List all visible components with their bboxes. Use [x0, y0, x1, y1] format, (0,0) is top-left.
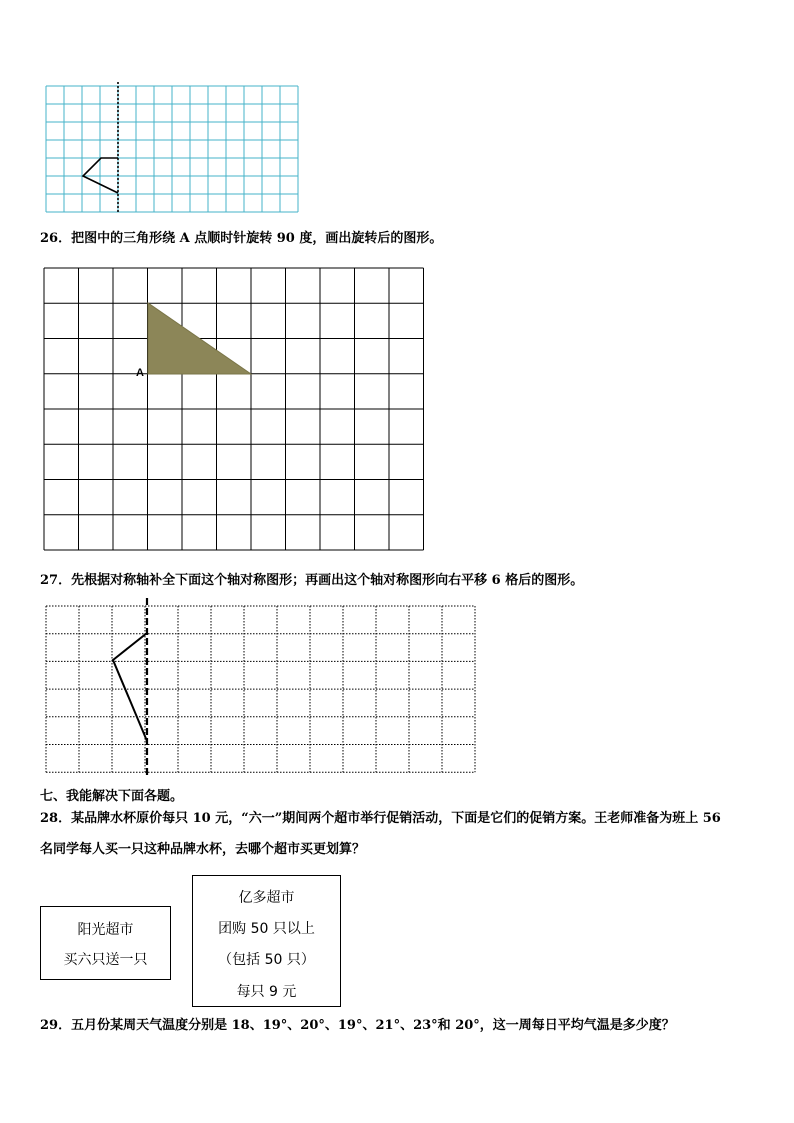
- store-a-name: 阳光超市: [77, 922, 134, 938]
- question-26: 26．把图中的三角形绕 A 点顺时针旋转 90 度，画出旋转后的图形。: [40, 231, 443, 246]
- question-27: 27．先根据对称轴补全下面这个轴对称图形；再画出这个轴对称图形向右平移 6 格后的图形。: [40, 573, 584, 588]
- half-figure-q27: [113, 633, 147, 741]
- store-b-box: [192, 875, 341, 1007]
- store-a-box: [40, 906, 171, 980]
- store-b-offer-2: （包括 50 只）: [218, 952, 315, 968]
- section-heading: 七、我能解决下面各题。: [40, 789, 184, 804]
- store-b-name: 亿多超市: [238, 890, 295, 906]
- question-28-line1: 28．某品牌水杯原价每只 10 元，“六一”期间两个超市举行促销活动，下面是它们的促销方案。王老师准备为班上 56: [40, 811, 721, 826]
- store-b-offer-1: 团购 50 只以上: [218, 921, 315, 937]
- store-b-offer-3: 每只 9 元: [236, 984, 297, 1000]
- store-a-offer: 买六只送一只: [63, 952, 148, 968]
- point-a-label: A: [136, 367, 144, 379]
- question-28-line2: 名同学每人买一只这种品牌水杯，去哪个超市买更划算？: [40, 842, 366, 857]
- question-29: 29．五月份某周天气温度分别是 18、19°、20°、19°、21°、23°和 20°，这一周每日平均气温是多少度？: [40, 1018, 675, 1033]
